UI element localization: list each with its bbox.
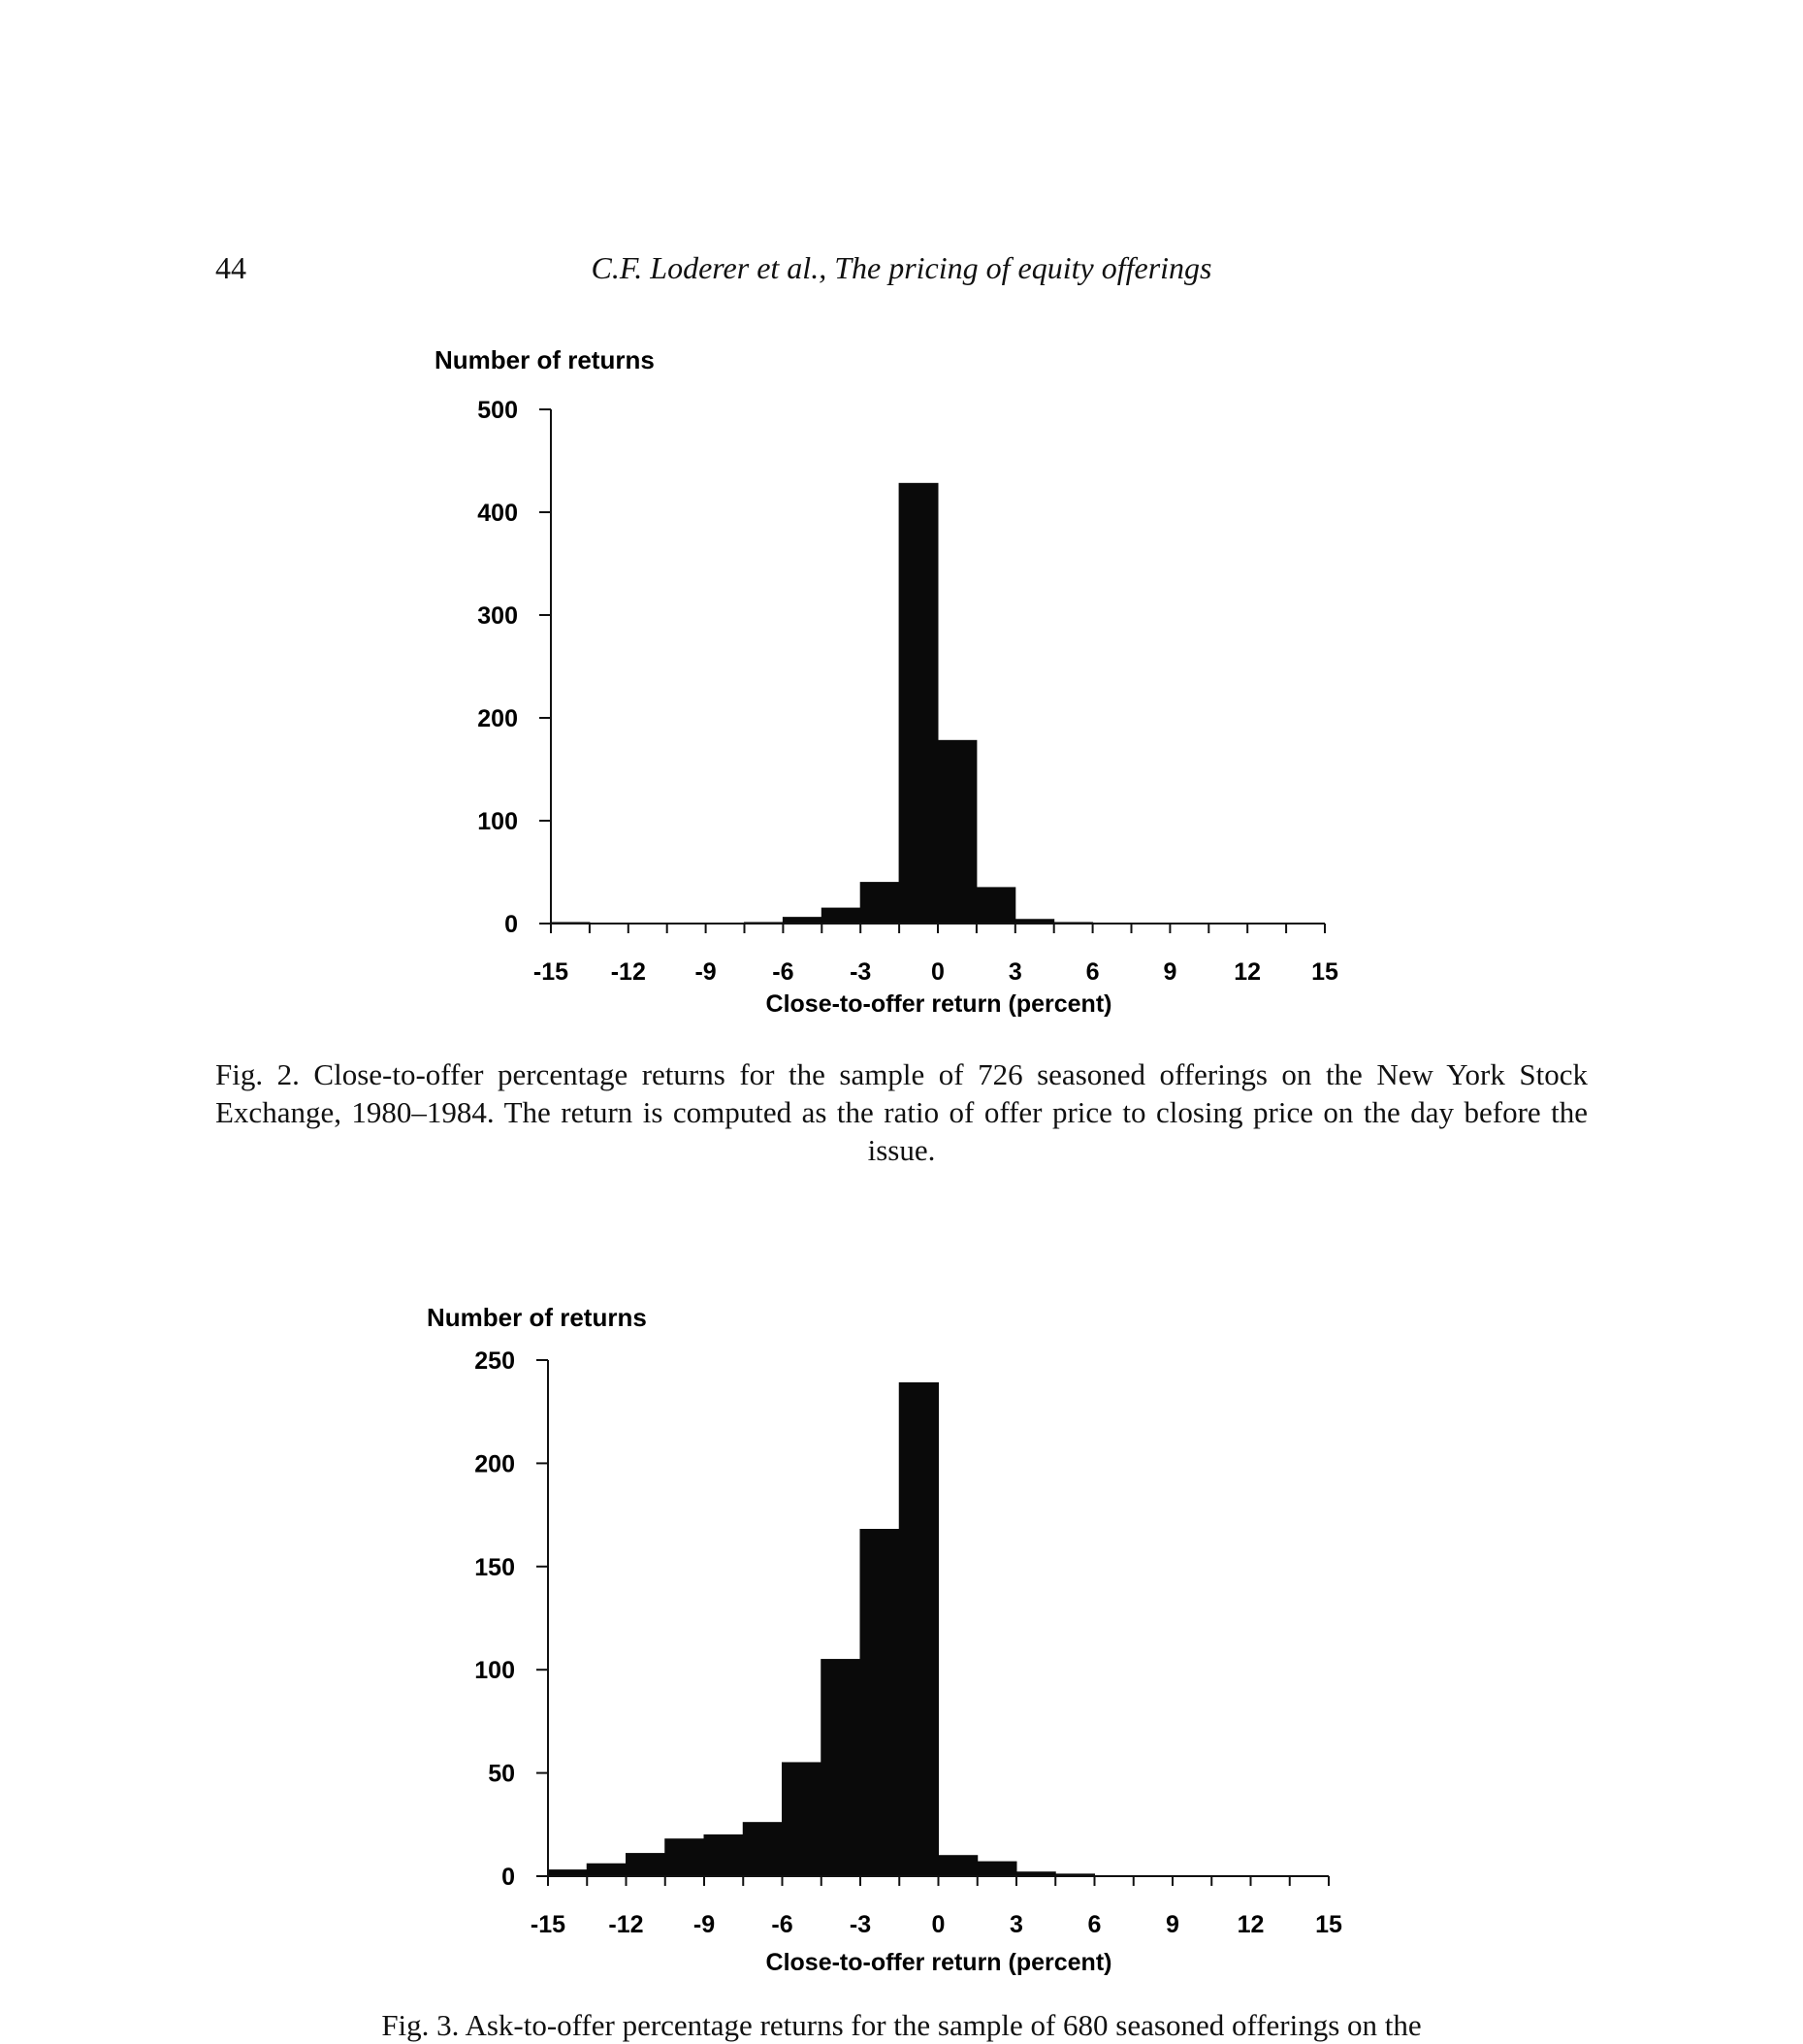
histogram-bar [978, 1862, 1016, 1876]
y-tick-label: 300 [477, 602, 518, 630]
x-tick-label: -9 [694, 958, 717, 986]
x-tick-label: -6 [772, 958, 794, 986]
y-axis-label: Number of returns [435, 345, 655, 374]
x-tick-label: 12 [1234, 958, 1262, 986]
figure-3-caption: Fig. 3. Ask-to-offer percentage returns for the sample of 680 seasoned offerings on the [381, 2008, 1422, 2042]
y-tick-label: 400 [477, 500, 518, 527]
x-tick-label: 9 [1163, 958, 1177, 986]
page-number: 44 [215, 250, 246, 285]
x-tick-label: 0 [931, 958, 945, 986]
x-tick-label: 15 [1315, 1911, 1342, 1938]
x-tick-label: -12 [610, 958, 646, 986]
y-tick-label: 50 [488, 1760, 515, 1788]
x-tick-label: 3 [1010, 1911, 1023, 1938]
x-tick-label: -3 [849, 1911, 872, 1938]
y-axis-label: Number of returns [427, 1303, 647, 1332]
histogram-bar [743, 1823, 782, 1876]
y-tick-label: 150 [474, 1553, 515, 1581]
histogram-bar [821, 1660, 860, 1876]
x-tick-label: 0 [931, 1911, 946, 1938]
x-tick-label: -9 [692, 1911, 716, 1938]
y-tick-label: 200 [477, 705, 518, 732]
x-tick-label: -15 [532, 958, 569, 986]
x-axis-label: Close-to-offer return (percent) [765, 1949, 1112, 1976]
histogram-bar [939, 1856, 978, 1876]
y-tick-label: 0 [501, 1864, 515, 1891]
running-head: C.F. Loderer et al., The pricing of equity offerings [591, 250, 1212, 285]
y-tick-label: 100 [477, 808, 518, 835]
histogram-bar [899, 1382, 938, 1876]
histogram-bar [860, 1529, 899, 1876]
y-tick-label: 100 [474, 1657, 515, 1685]
x-tick-label: 3 [1008, 958, 1022, 986]
x-tick-label: -6 [771, 1911, 793, 1938]
histogram-bar [587, 1864, 626, 1876]
x-tick-label: 9 [1166, 1911, 1179, 1938]
x-tick-label: 15 [1311, 958, 1338, 986]
y-tick-label: 0 [504, 911, 518, 938]
x-tick-label: 12 [1237, 1911, 1265, 1938]
x-tick-label: -12 [608, 1911, 644, 1938]
x-tick-label: 6 [1085, 958, 1100, 986]
histogram-bar [783, 1763, 821, 1876]
x-tick-label: -3 [850, 958, 872, 986]
figure-2-caption: Fig. 2. Close-to-offer percentage returns for the sample of 726 seasoned offerings on the New York Stock Exchange, 1980–1984. The return is computed as the ratio of offer price to closing price on the day before the issue. [215, 1057, 1588, 1167]
y-tick-label: 200 [474, 1450, 515, 1478]
x-tick-label: 6 [1087, 1911, 1102, 1938]
y-tick-label: 250 [474, 1347, 515, 1375]
histogram-bar [704, 1834, 743, 1876]
x-axis-label: Close-to-offer return (percent) [765, 990, 1112, 1018]
histogram-bar [627, 1854, 665, 1876]
histogram-bar [665, 1839, 704, 1876]
y-tick-label: 500 [477, 397, 518, 424]
x-tick-label: -15 [530, 1911, 566, 1938]
